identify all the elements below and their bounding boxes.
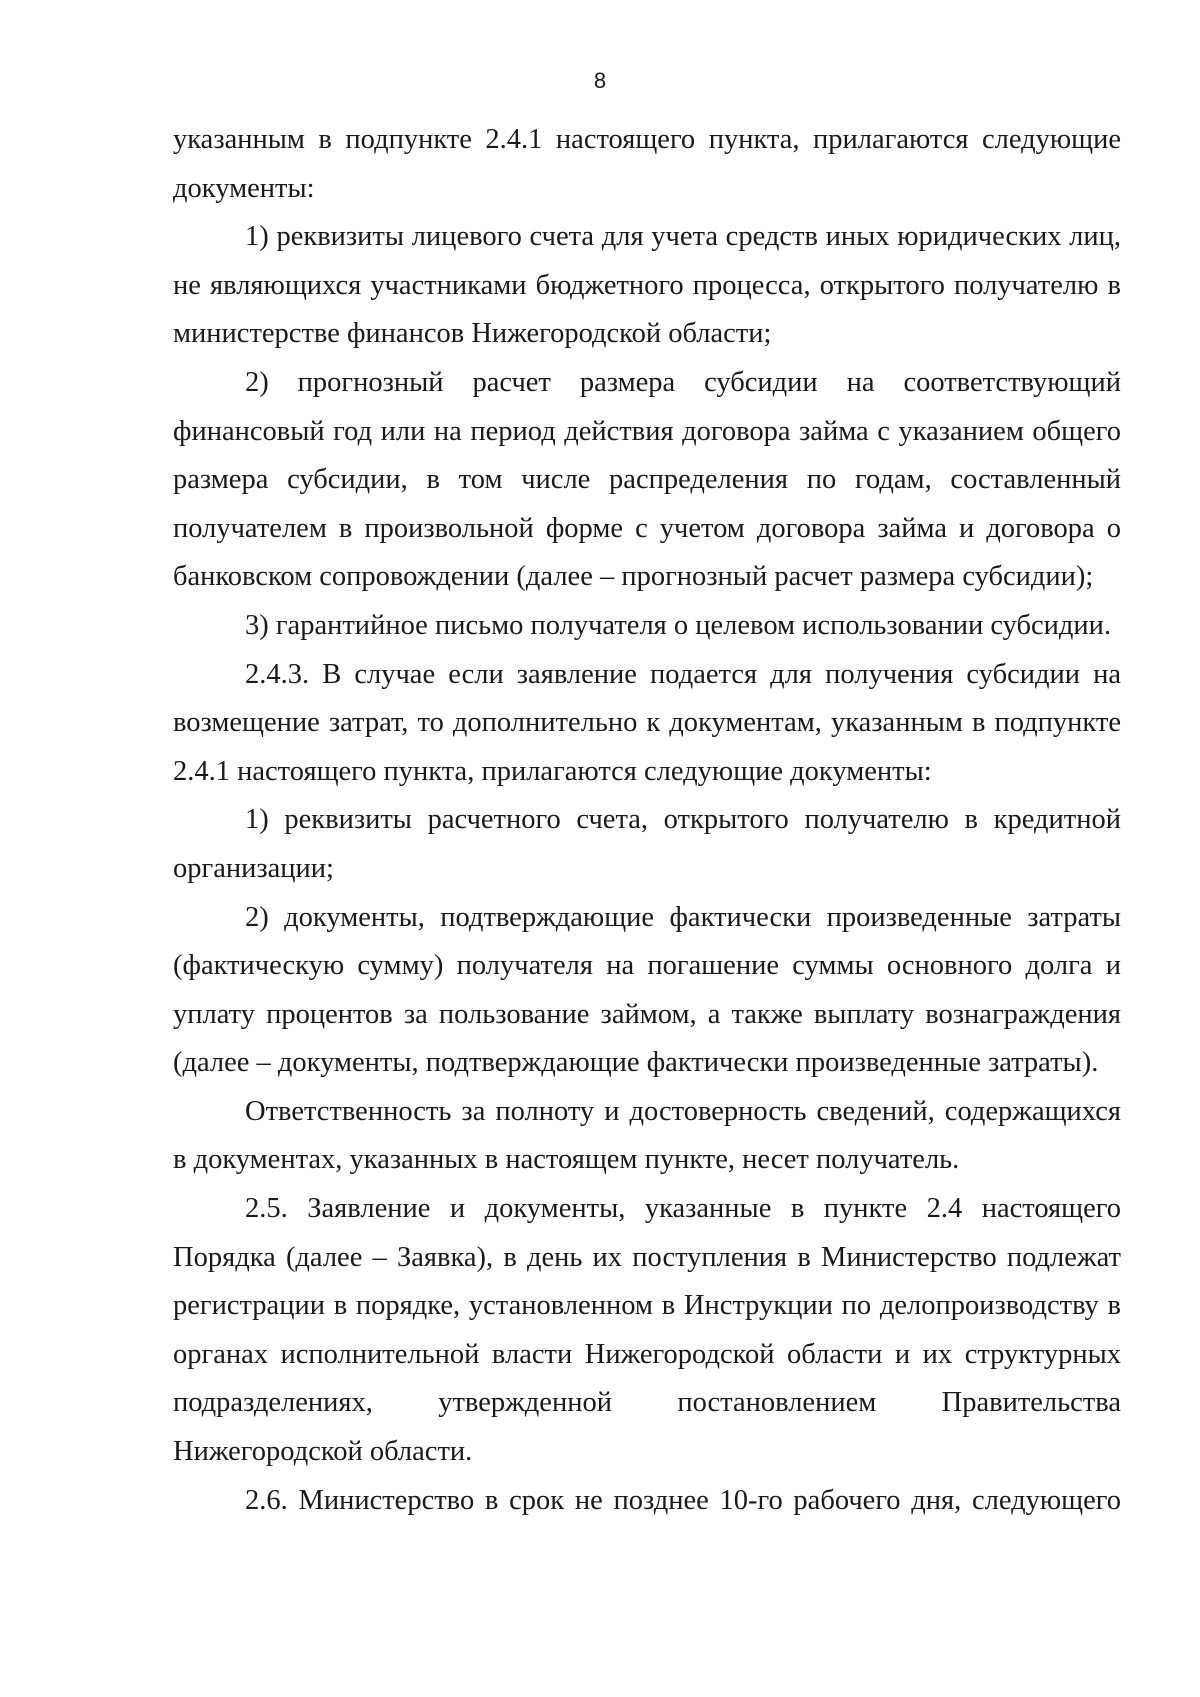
paragraph-2-5: 2.5. Заявление и документы, указанные в пункте 2.4 настоящего Порядка (далее – Заявка), в день их поступления в Министерство подлежат регистрации в порядке, установленном в Инструкции по делопроизводству в органах исполнительной власти Нижегородской области и их структурных подразделениях, утвержденной постановлением Правительства Нижегородской области.: [173, 1193, 1121, 1468]
paragraph-2-6: 2.6. Министерство в срок не позднее 10-го рабочего дня, следующего: [245, 1484, 1121, 1516]
paragraph-2-4-2-continuation: указанным в подпункте 2.4.1 настоящего пункта, прилагаются следующие документы:: [173, 124, 1121, 204]
paragraph-2-4-2-item-3: 3) гарантийное письмо получателя о целевом использовании субсидии.: [245, 609, 1112, 641]
paragraph-2-4-3-item-1: 1) реквизиты расчетного счета, открытого получателю в кредитной организации;: [173, 804, 1121, 884]
paragraph-2-4-2-item-1: 1) реквизиты лицевого счета для учета средств иных юридических лиц, не являющихся участниками бюджетного процесса, открытого получателю в министерстве финансов Нижегородской области;: [173, 221, 1121, 350]
paragraph-2-4-3: 2.4.3. В случае если заявление подается для получения субсидии на возмещение затрат, то дополнительно к документам, указанным в подпункте 2.4.1 настоящего пункта, прилагаются следующие документы:: [173, 658, 1121, 787]
document-body: [173, 116, 1121, 1525]
page-number: 8: [593, 68, 607, 93]
paragraph-2-4-3-item-2: 2) документы, подтверждающие фактически произведенные затраты (фактическую сумму) получателя на погашение суммы основного долга и уплату процентов за пользование займом, а также выплату вознаграждения (далее – документы, подтверждающие фактически произведенные затраты).: [173, 901, 1121, 1079]
paragraph-2-4-2-item-2: 2) прогнозный расчет размера субсидии на соответствующий финансовый год или на период действия договора займа с указанием общего размера субсидии, в том числе распределения по годам, составленный получателем в произвольной форме с учетом договора займа и договора о банковском сопровождении (далее – прогнозный расчет размера субсидии);: [173, 366, 1121, 593]
paragraph-responsibility: Ответственность за полноту и достоверность сведений, содержащихся в документах, указанных в настоящем пункте, несет получатель.: [173, 1095, 1121, 1176]
